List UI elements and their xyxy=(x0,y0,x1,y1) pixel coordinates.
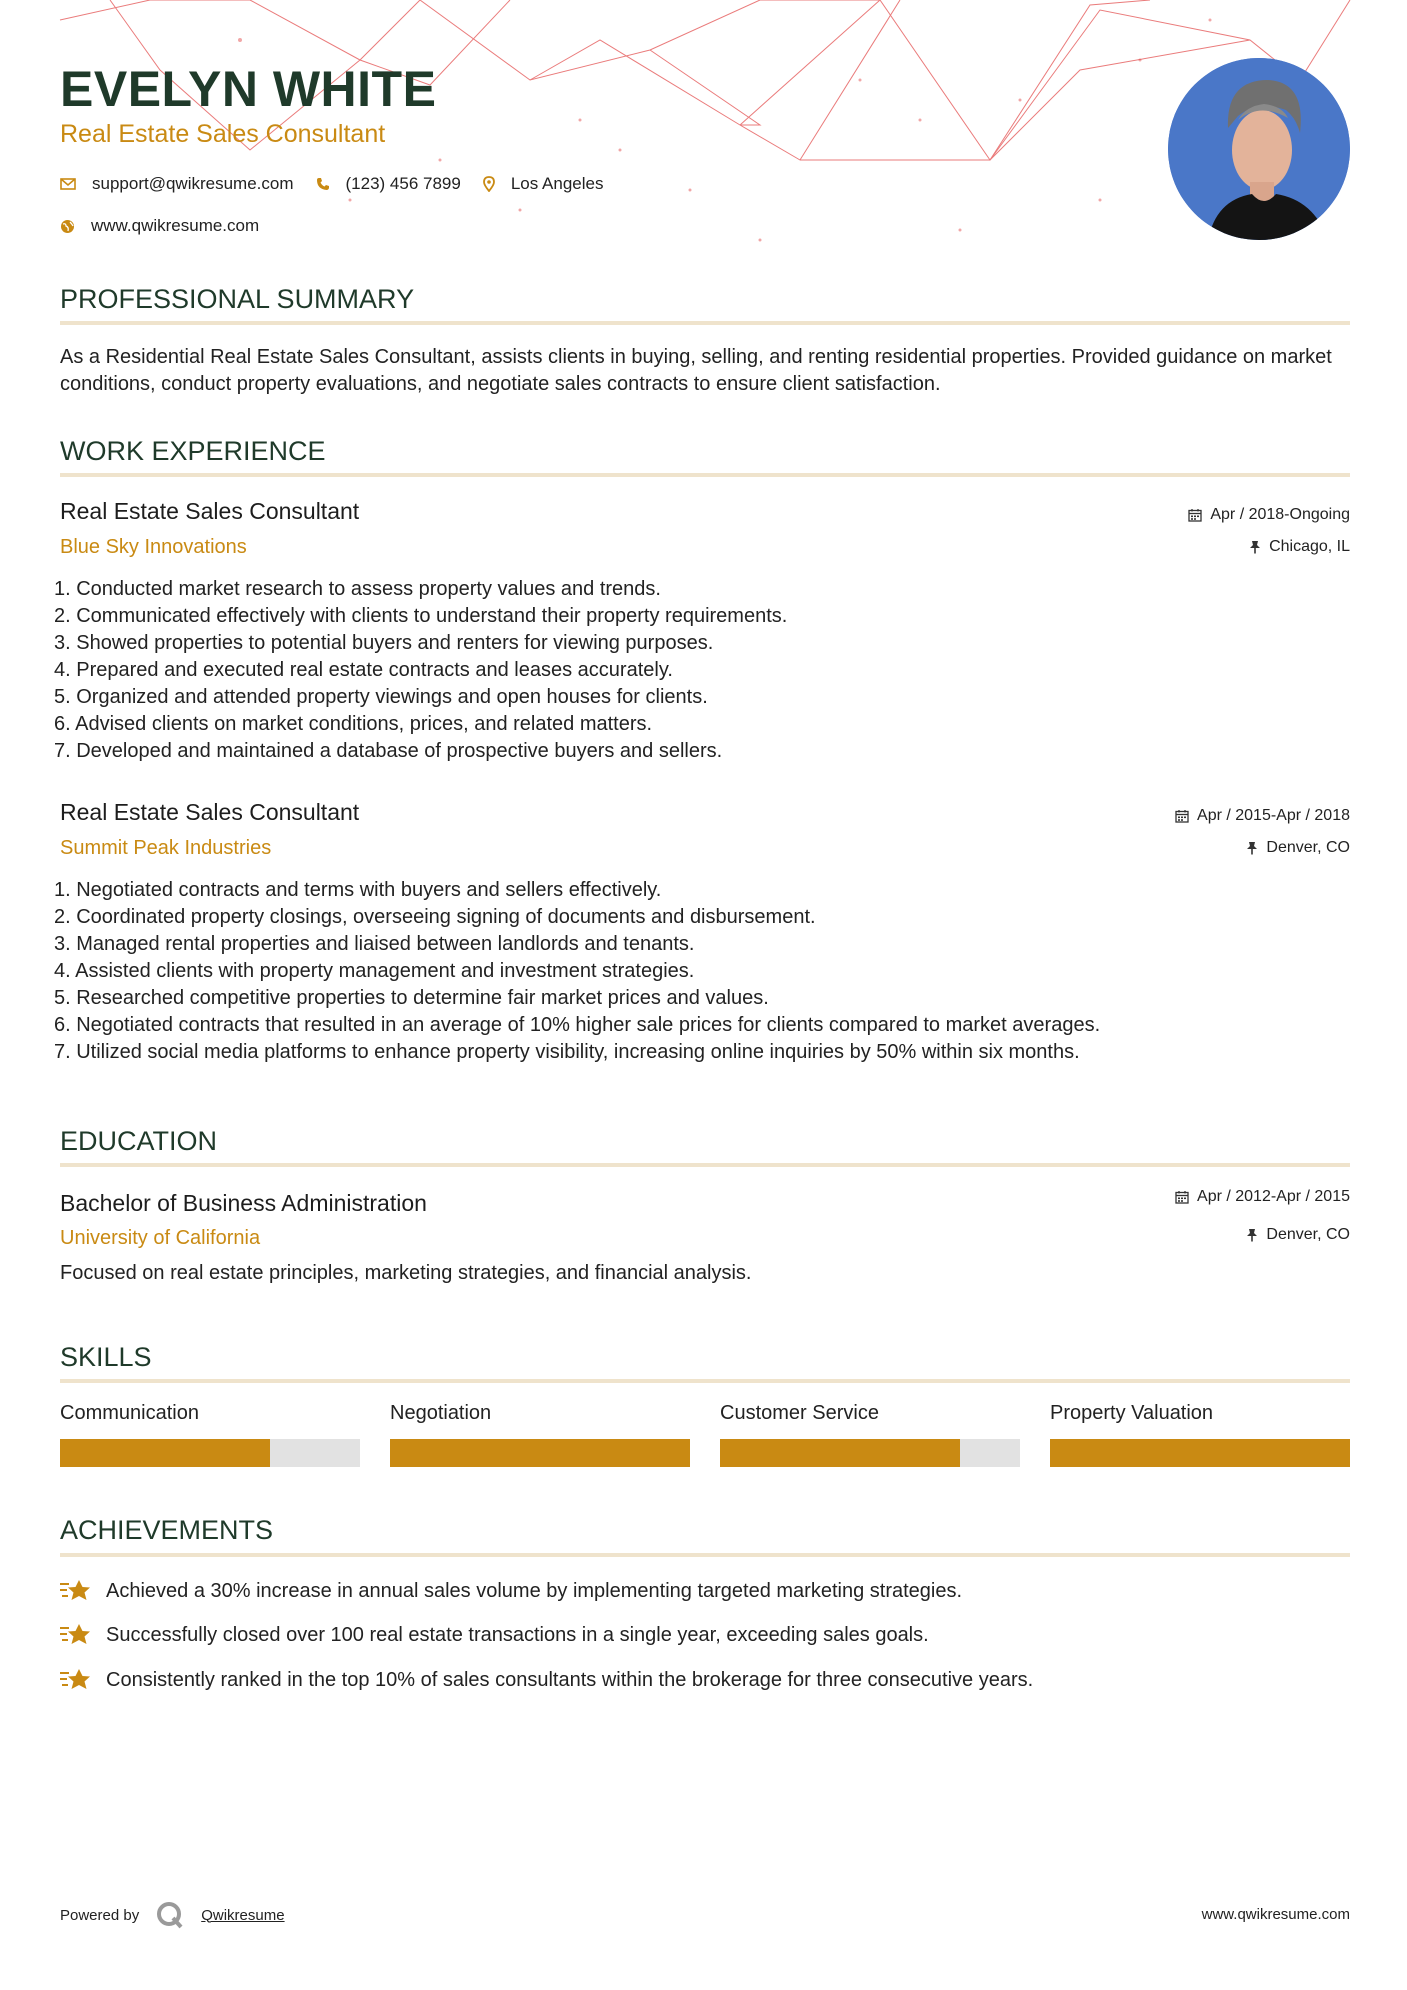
list-item: 3. Showed properties to potential buyers and renters for viewing purposes. xyxy=(54,632,714,654)
achievements-divider xyxy=(60,1553,1350,1557)
achievement-item xyxy=(60,1667,1033,1693)
experience-divider xyxy=(60,473,1350,477)
skill-item xyxy=(60,1402,360,1467)
star-achievement-icon xyxy=(60,1578,92,1604)
email-text: support@qwikresume.com xyxy=(92,174,294,193)
skill-name: Property Valuation xyxy=(1050,1402,1214,1424)
skill-name: Negotiation xyxy=(390,1402,492,1424)
contact-location xyxy=(483,174,604,194)
achievement-text: Consistently ranked in the top 10% of sales consultants within the brokerage for three consecutive years. xyxy=(106,1668,1034,1691)
list-item: 2. Communicated effectively with clients to understand their property requirements. xyxy=(54,605,788,627)
map-pin-icon xyxy=(483,176,495,192)
envelope-icon xyxy=(60,178,76,190)
skills-divider xyxy=(60,1379,1350,1383)
pushpin-icon xyxy=(1249,540,1261,554)
skill-bar-fill xyxy=(1050,1439,1350,1467)
list-item: 6. Advised clients on market conditions, prices, and related matters. xyxy=(54,713,653,735)
list-item: 2. Coordinated property closings, overseeing signing of documents and disbursement. xyxy=(54,906,816,928)
job-company: Blue Sky Innovations xyxy=(60,536,247,558)
location-text: Los Angeles xyxy=(510,174,604,193)
skill-bar-fill xyxy=(60,1439,270,1467)
experience-heading: WORK EXPERIENCE xyxy=(60,436,326,466)
list-item: 7. Developed and maintained a database of prospective buyers and sellers. xyxy=(54,740,723,762)
achievement-text: Successfully closed over 100 real estate transactions in a single year, exceeding sales goals. xyxy=(106,1623,929,1646)
calendar-icon xyxy=(1188,508,1202,522)
skill-item xyxy=(1050,1402,1350,1467)
job-company: Summit Peak Industries xyxy=(60,837,272,859)
job-location xyxy=(1249,538,1350,556)
star-achievement-icon xyxy=(60,1622,92,1648)
job-dates-text: Apr / 2015-Apr / 2018 xyxy=(1197,807,1350,824)
skill-bar-fill xyxy=(720,1439,960,1467)
summary-divider xyxy=(60,321,1350,325)
skill-bar-track xyxy=(60,1439,360,1467)
education-location-text: Denver, CO xyxy=(1266,1226,1350,1243)
education-divider xyxy=(60,1163,1350,1167)
school-name: University of California xyxy=(60,1227,261,1249)
powered-by-label: Powered by xyxy=(60,1906,140,1924)
skills-heading: SKILLS xyxy=(60,1342,152,1372)
contact-row-secondary xyxy=(60,216,281,236)
summary-text: As a Residential Real Estate Sales Consultant, assists clients in buying, selling, and renting residential properties. Provided guidance on market conditions, conduct property evaluations, and negotiate sales contracts to ensure client satisfaction. xyxy=(60,346,1332,395)
calendar-icon xyxy=(1175,809,1189,823)
list-item: 6. Negotiated contracts that resulted in an average of 10% higher sale prices for clients compared to market averages. xyxy=(54,1014,1101,1036)
qwikresume-logo-icon xyxy=(155,1900,185,1930)
job-location-text: Chicago, IL xyxy=(1269,538,1350,555)
list-item: 5. Researched competitive properties to determine fair market prices and values. xyxy=(54,987,769,1009)
pushpin-icon xyxy=(1246,1228,1258,1242)
candidate-title: Real Estate Sales Consultant xyxy=(60,120,386,148)
job-responsibilities xyxy=(54,877,1100,1066)
contact-email[interactable] xyxy=(60,174,294,194)
job-location xyxy=(1246,839,1350,857)
summary-heading: PROFESSIONAL SUMMARY xyxy=(60,284,415,314)
skill-item xyxy=(720,1402,1020,1467)
skill-item xyxy=(390,1402,690,1467)
list-item: 1. Negotiated contracts and terms with buyers and sellers effectively. xyxy=(54,879,662,901)
profile-photo xyxy=(1168,58,1350,240)
job-title: Real Estate Sales Consultant xyxy=(60,498,360,524)
contact-row-primary xyxy=(60,174,625,194)
star-achievement-icon xyxy=(60,1667,92,1693)
globe-icon xyxy=(60,219,75,234)
skill-bar-track xyxy=(1050,1439,1350,1467)
skill-name: Customer Service xyxy=(720,1402,879,1424)
list-item: 7. Utilized social media platforms to enhance property visibility, increasing online inquiries by 50% within six months. xyxy=(54,1041,1080,1063)
skill-bar-track xyxy=(390,1439,690,1467)
job-dates-text: Apr / 2018-Ongoing xyxy=(1210,506,1350,523)
degree-title: Bachelor of Business Administration xyxy=(60,1190,427,1216)
footer-powered-by xyxy=(60,1900,285,1930)
phone-text: (123) 456 7899 xyxy=(345,174,461,193)
avatar xyxy=(1168,58,1350,240)
skill-name: Communication xyxy=(60,1402,199,1424)
list-item: 4. Prepared and executed real estate contracts and leases accurately. xyxy=(54,659,673,681)
phone-icon xyxy=(316,177,330,191)
achievement-item xyxy=(60,1622,929,1648)
education-heading: EDUCATION xyxy=(60,1126,218,1156)
website-text: www.qwikresume.com xyxy=(91,216,260,235)
job-title: Real Estate Sales Consultant xyxy=(60,799,360,825)
candidate-name: EVELYN WHITE xyxy=(60,61,437,117)
skill-bar-track xyxy=(720,1439,1020,1467)
list-item: 4. Assisted clients with property management and investment strategies. xyxy=(54,960,695,982)
achievements-heading: ACHIEVEMENTS xyxy=(60,1515,274,1545)
contact-phone[interactable] xyxy=(316,174,461,194)
list-item: 1. Conducted market research to assess property values and trends. xyxy=(54,578,661,600)
job-dates xyxy=(1175,807,1350,825)
list-item: 5. Organized and attended property viewings and open houses for clients. xyxy=(54,686,708,708)
job-location-text: Denver, CO xyxy=(1266,839,1350,856)
education-description: Focused on real estate principles, marketing strategies, and financial analysis. xyxy=(60,1262,752,1284)
education-dates-text: Apr / 2012-Apr / 2015 xyxy=(1197,1188,1350,1205)
skill-bar-fill xyxy=(390,1439,690,1467)
contact-website[interactable] xyxy=(60,216,259,236)
footer-website[interactable]: www.qwikresume.com xyxy=(1201,1906,1350,1923)
job-dates xyxy=(1188,506,1350,524)
pushpin-icon xyxy=(1246,841,1258,855)
job-responsibilities xyxy=(54,576,787,765)
education-dates xyxy=(1175,1188,1350,1206)
achievement-item xyxy=(60,1578,962,1604)
achievement-text: Achieved a 30% increase in annual sales volume by implementing targeted marketing strategies. xyxy=(106,1579,963,1602)
list-item: 3. Managed rental properties and liaised between landlords and tenants. xyxy=(54,933,695,955)
education-location xyxy=(1246,1226,1350,1244)
calendar-icon xyxy=(1175,1190,1189,1204)
qwikresume-link[interactable]: Qwikresume xyxy=(201,1906,285,1924)
